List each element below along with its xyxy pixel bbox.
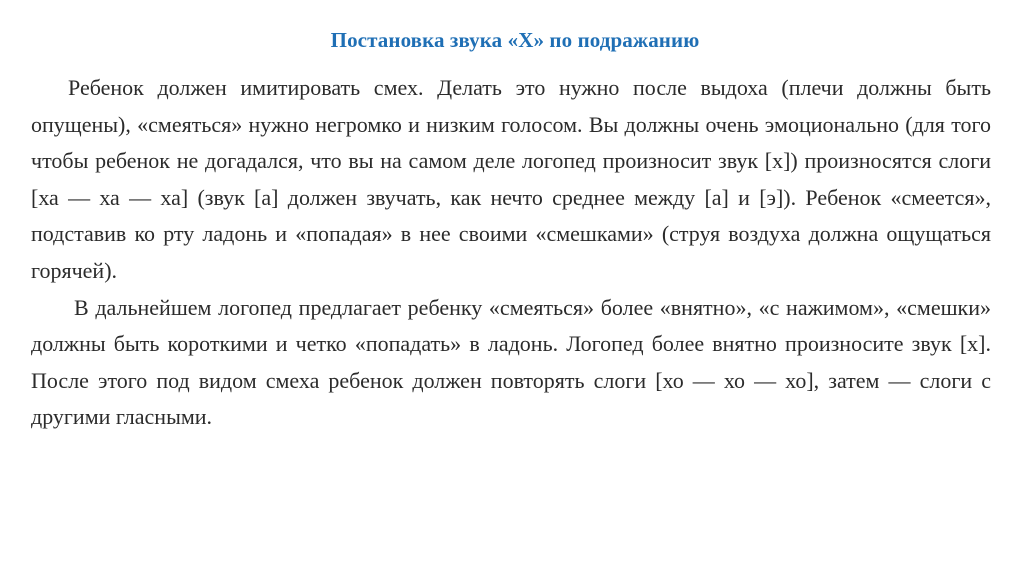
- paragraph-further-practice: В дальнейшем логопед предлагает ребенку «смеяться» более «внятно», «с нажимом», «смешки» должны быть короткими и четко «попадать» в ладонь. Логопед более внятно произносите звук [х]. После этого под видом смеха ребенок должен повторять слоги [хо — хо — хо], затем — слоги с другими гласными.: [31, 294, 991, 430]
- paragraph-imitate-laugh: Ребенок должен имитировать смех. Делать это нужно после выдоха (плечи должны быть опущены), «смеяться» нужно негромко и низким голосом. Вы должны очень эмоционально (для того чтобы ребенок не догадался, что вы на самом деле логопед произносит звук [х]) произносятся слоги [ха — ха — ха] (звук [а] должен звучать, как нечто среднее между [а] и [э]). Ребенок «смеется», подставив ко рту ладонь и «попадая» в нее своими «смешками» (струя воздуха должна ощущаться горячей).: [31, 75, 991, 283]
- slide-body: [31, 70, 991, 436]
- slide-title: Постановка звука «Х» по подражанию: [330, 28, 700, 52]
